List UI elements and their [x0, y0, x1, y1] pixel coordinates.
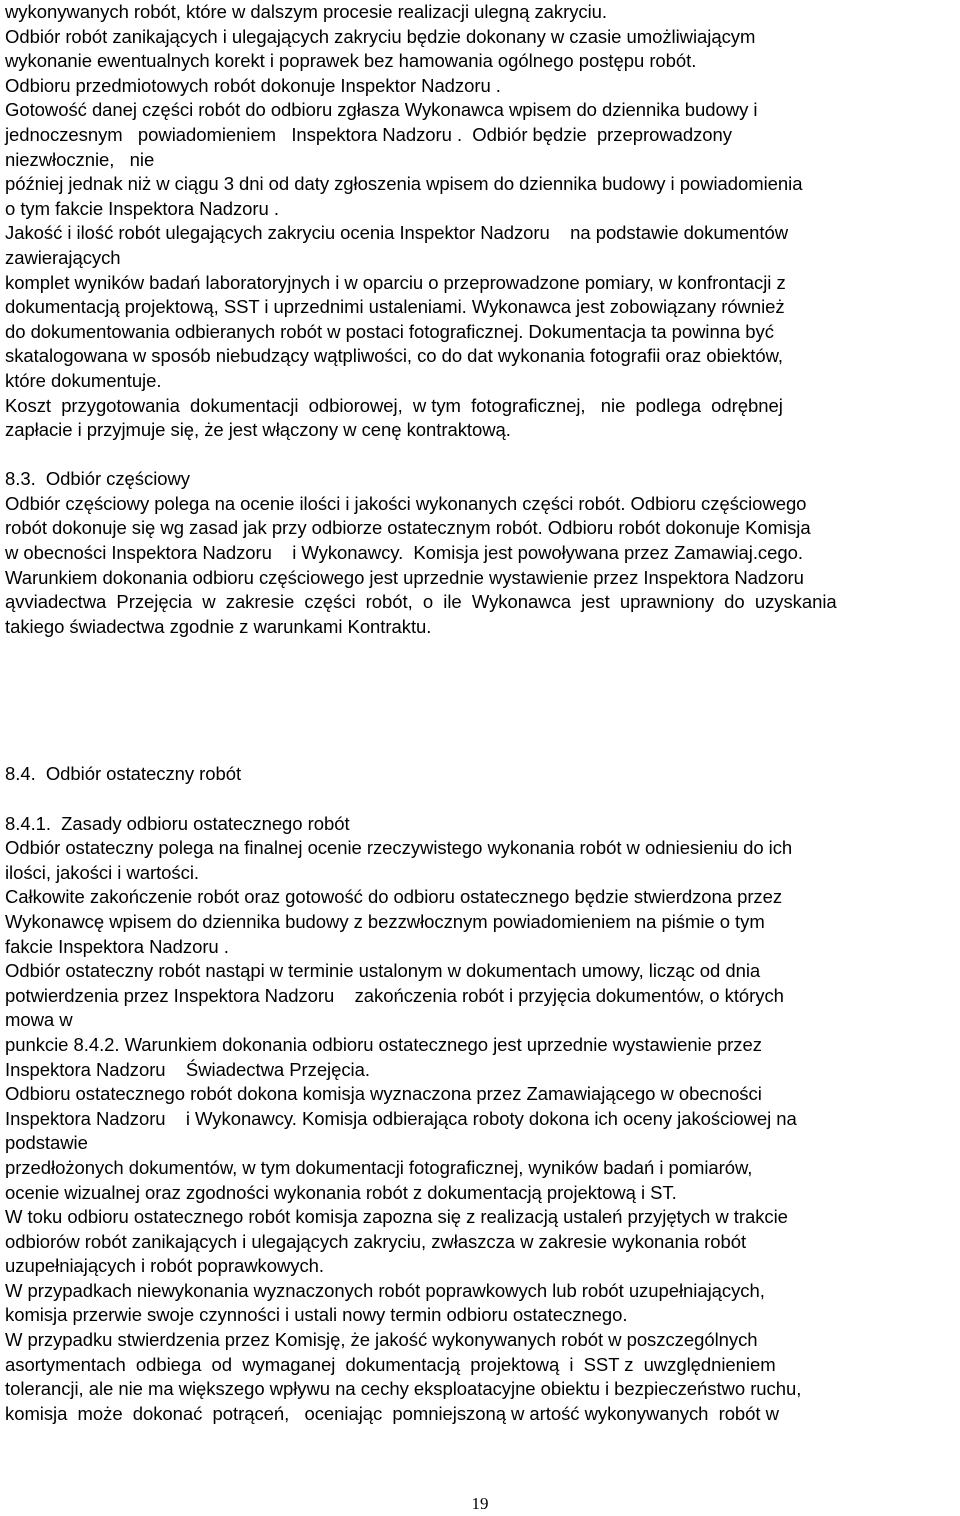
text-line: które dokumentuje. — [5, 369, 162, 391]
text-line: Całkowite zakończenie robót oraz gotowość do odbioru ostatecznego będzie stwierdzona przez — [5, 886, 783, 908]
text-line: komisja przerwie swoje czynności i ustali nowy termin odbioru ostatecznego. — [5, 1304, 628, 1326]
text-line: do dokumentowania odbieranych robót w postaci fotograficznej. Dokumentacja ta powinna być — [5, 320, 774, 342]
text-line: W przypadkach niewykonania wyznaczonych robót poprawkowych lub robót uzupełniających, — [5, 1279, 765, 1301]
text-line: ocenie wizualnej oraz zgodności wykonania robót z dokumentacją projektową i ST. — [5, 1181, 677, 1203]
text-line: Odbioru przedmiotowych robót dokonuje Inspektor Nadzoru . — [5, 74, 501, 96]
text-line: o tym fakcie Inspektora Nadzoru . — [5, 197, 279, 219]
text-line: ilości, jakości i wartości. — [5, 861, 199, 883]
section-heading: 8.3. Odbiór częściowy — [5, 468, 191, 490]
text-line: fakcie Inspektora Nadzoru . — [5, 935, 229, 957]
spacer — [5, 689, 955, 714]
text-line: Odbiór częściowy polega na ocenie ilości i jakości wykonanych części robót. Odbioru częściowego — [5, 492, 807, 514]
text-line: odbiorów robót zanikających i ulegających zakryciu, zwłaszcza w zakresie wykonania robót — [5, 1230, 747, 1252]
text-line: komisja może dokonać potrąceń, oceniając pomniejszoną w artość wykonywanych robót w — [5, 1402, 779, 1424]
text-line: wykonanie ewentualnych korekt i poprawek bez hamowania ogólnego postępu robót. — [5, 50, 697, 72]
spacer — [5, 443, 955, 468]
text-line: mowa w — [5, 1009, 73, 1031]
text-line: Wykonawcę wpisem do dziennika budowy z bezzwłocznym powiadomieniem na piśmie o tym — [5, 910, 765, 932]
text-line: Warunkiem dokonania odbioru częściowego jest uprzednie wystawienie przez Inspektora Nadzoru — [5, 566, 804, 588]
text-line: Jakość i ilość robót ulegających zakryciu ocenia Inspektor Nadzoru na podstawie dokumentów — [5, 222, 789, 244]
text-line: skatalogowana w sposób niebudzący wątpliwości, co do dat wykonania fotografii oraz obiektów, — [5, 345, 783, 367]
text-line: później jednak niż w ciągu 3 dni od daty zgłoszenia wpisem do dziennika budowy i powiadomienia — [5, 173, 803, 195]
spacer — [5, 664, 955, 689]
paragraph-documentation-cost — [5, 394, 955, 443]
paragraph-quality-assessment — [5, 221, 955, 393]
text-line: takiego świadectwa zgodnie z warunkami Kontraktu. — [5, 615, 432, 637]
text-line: w obecności Inspektora Nadzoru i Wykonawcy. Komisja jest powoływana przez Zamawiaj.cego. — [5, 542, 803, 564]
text-line: wykonywanych robót, które w dalszym procesie realizacji ulegną zakryciu. — [5, 1, 608, 22]
text-line: Inspektora Nadzoru i Wykonawcy. Komisja odbierająca roboty dokona ich oceny jakościowej na — [5, 1107, 797, 1129]
section-partial-acceptance — [5, 467, 955, 639]
paragraph-readiness-notification — [5, 98, 955, 221]
text-line: jednoczesnym powiadomieniem Inspektora Nadzoru . Odbiór będzie przeprowadzony — [5, 123, 732, 145]
text-line: przedłożonych dokumentów, w tym dokumentacji fotograficznej, wyników badań i pomiarów, — [5, 1156, 753, 1178]
text-line: zawierających — [5, 246, 121, 268]
text-line: Odbioru ostatecznego robót dokona komisja wyznaczona przez Zamawiającego w obecności — [5, 1083, 762, 1105]
section-final-acceptance — [5, 762, 955, 787]
text-line: Odbiór ostateczny robót nastąpi w terminie ustalonym w dokumentach umowy, licząc od dnia — [5, 960, 761, 982]
spacer — [5, 639, 955, 664]
page-number: 19 — [471, 1494, 489, 1513]
text-line: Odbiór ostateczny polega na finalnej ocenie rzeczywistego wykonania robót w odniesieniu do ich — [5, 837, 793, 859]
text-line: dokumentacją projektową, SST i uprzednimi ustaleniami. Wykonawca jest zobowiązany również — [5, 296, 785, 318]
text-line: Gotowość danej części robót do odbioru zgłasza Wykonawca wpisem do dziennika budowy i — [5, 99, 758, 121]
spacer — [5, 713, 955, 738]
spacer — [5, 738, 955, 763]
text-line: ąvviadectwa Przejęcia w zakresie części robót, o ile Wykonawca jest uprawniony do uzyskania — [5, 591, 837, 613]
text-line: podstawie — [5, 1132, 88, 1154]
text-line: niezwłocznie, nie — [5, 148, 155, 170]
text-line: zapłacie i przyjmuje się, że jest włączony w cenę kontraktową. — [5, 419, 511, 441]
text-line: punkcie 8.4.2. Warunkiem dokonania odbioru ostatecznego jest uprzednie wystawienie przez — [5, 1033, 762, 1055]
text-line: potwierdzenia przez Inspektora Nadzoru zakończenia robót i przyjęcia dokumentów, o których — [5, 984, 784, 1006]
text-line: tolerancji, ale nie ma większego wpływu na cechy eksploatacyjne obiektu i bezpieczeństwo ruchu, — [5, 1378, 802, 1400]
text-line: asortymentach odbiega od wymaganej dokumentacją projektową i SST z uwzględnieniem — [5, 1353, 776, 1375]
section-heading: 8.4. Odbiór ostateczny robót — [5, 763, 242, 785]
document-page — [5, 0, 955, 1426]
text-line: komplet wyników badań laboratoryjnych i w oparciu o przeprowadzone pomiary, w konfrontacji z — [5, 271, 786, 293]
spacer — [5, 787, 955, 812]
subsection-heading: 8.4.1. Zasady odbioru ostatecznego robót — [5, 812, 350, 834]
text-line: uzupełniających i robót poprawkowych. — [5, 1255, 324, 1277]
paragraph-acceptance-covered-works — [5, 0, 955, 98]
text-line: Koszt przygotowania dokumentacji odbiorowej, w tym fotograficznej, nie podlega odrębnej — [5, 394, 783, 416]
text-line: robót dokonuje się wg zasad jak przy odbiorze ostatecznym robót. Odbioru robót dokonuje Komisja — [5, 517, 811, 539]
section-final-acceptance-rules — [5, 812, 955, 1427]
text-line: Inspektora Nadzoru Świadectwa Przejęcia. — [5, 1058, 370, 1080]
text-line: W toku odbioru ostatecznego robót komisja zapozna się z realizacją ustaleń przyjętych w trakcie — [5, 1206, 788, 1228]
text-line: W przypadku stwierdzenia przez Komisję, że jakość wykonywanych robót w poszczególnych — [5, 1329, 758, 1351]
text-line: Odbiór robót zanikających i ulegających zakryciu będzie dokonany w czasie umożliwiającym — [5, 25, 756, 47]
